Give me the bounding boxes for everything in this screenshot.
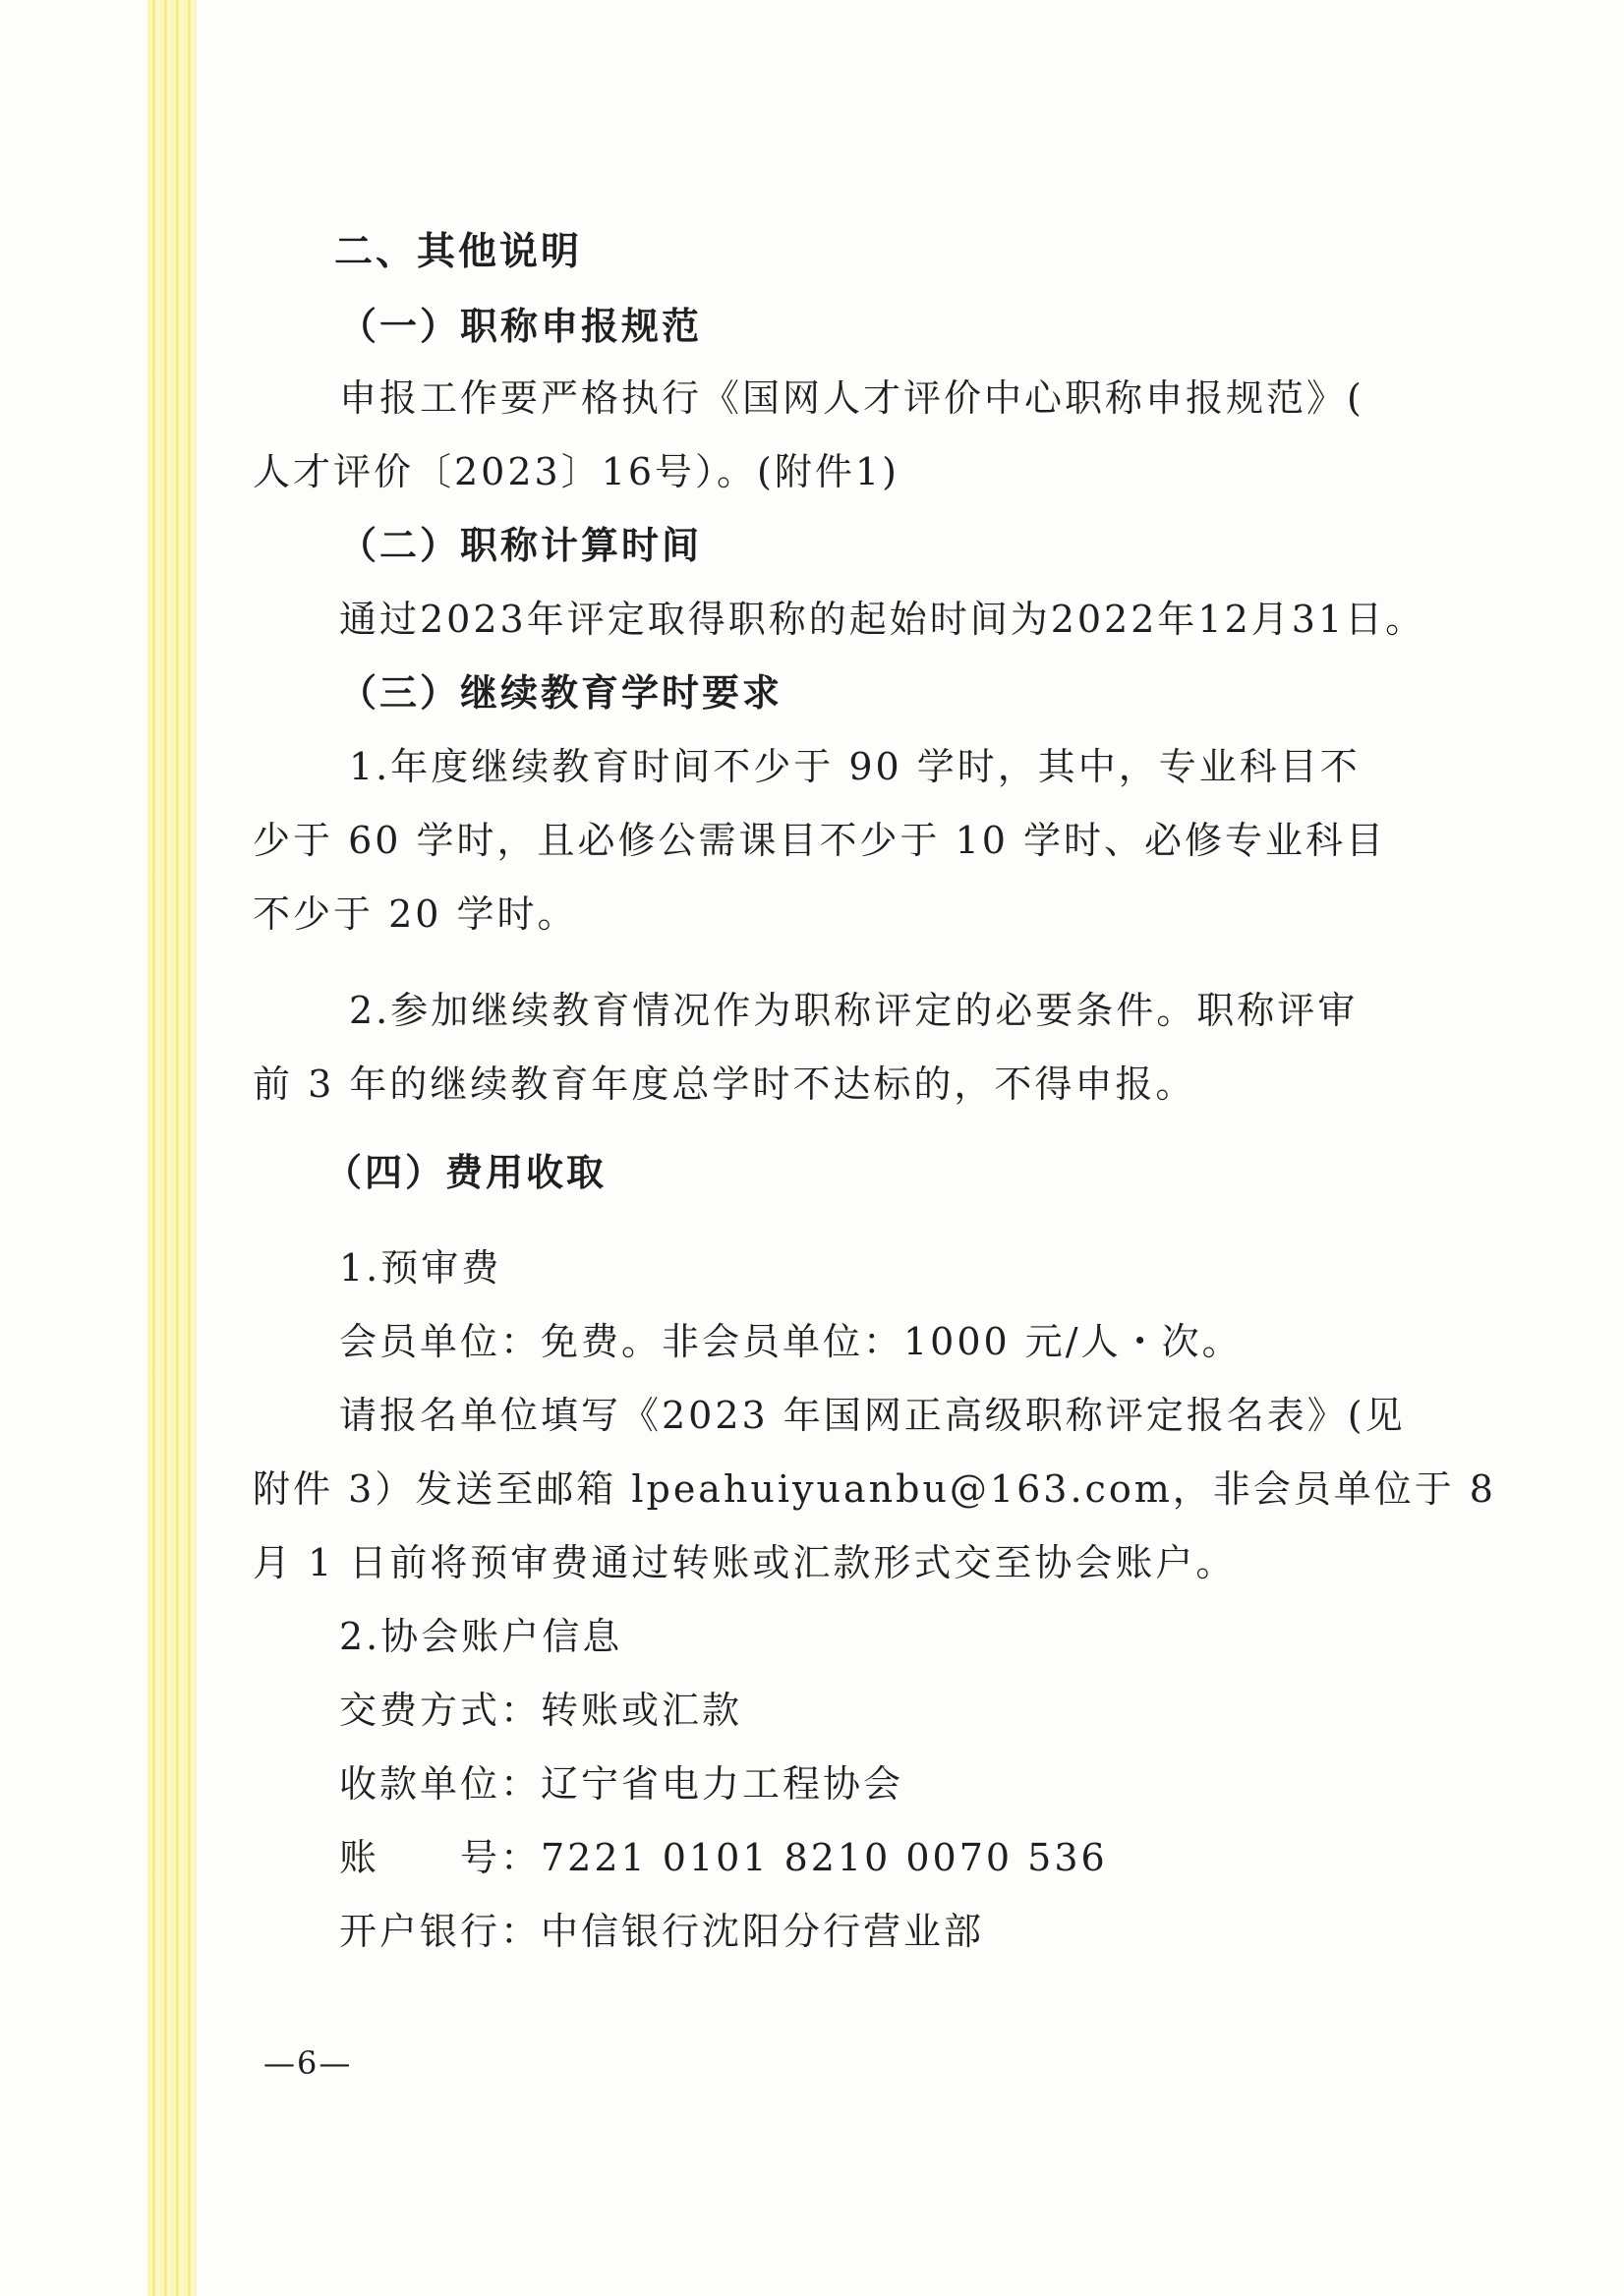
subsection-heading-4: （四）费用收取 [324,1151,608,1194]
paragraph-line: 申报工作要严格执行《国网人才评价中心职称申报规范》( [339,376,1364,420]
list-item-title: 1.预审费 [339,1246,502,1290]
paragraph-line: 请报名单位填写《2023 年国网正高级职称评定报名表》(见 [339,1394,1406,1437]
list-item-title: 2.协会账户信息 [339,1615,623,1658]
paragraph-line: 会员单位：免费。非会员单位：1000 元/人・次。 [339,1320,1243,1363]
section-title: 二、其他说明 [334,230,583,274]
account-payee: 收款单位：辽宁省电力工程协会 [339,1762,904,1806]
paragraph-line: 月 1 日前将预审费通过转账或汇款形式交至协会账户。 [253,1541,1237,1584]
binding-margin-strip [147,0,197,2296]
paragraph-line: 附件 3）发送至邮箱 lpeahuiyuanbu@163.com，非会员单位于 8 [253,1467,1496,1511]
subsection-heading-3: （三）继续教育学时要求 [339,671,783,715]
account-bank: 开户银行：中信银行沈阳分行营业部 [339,1910,985,1953]
account-number: 账 号：7221 0101 8210 0070 536 [339,1836,1108,1879]
subsection-heading-1: （一）职称申报规范 [339,305,703,348]
paragraph-line: 人才评价〔2023〕16号）。(附件1) [253,450,899,493]
page-number: —6— [263,2044,353,2082]
paragraph-line: 少于 60 学时，且必修公需课目不少于 10 学时、必修专业科目 [253,819,1387,862]
account-method: 交费方式：转账或汇款 [339,1689,743,1732]
paragraph-line: 2.参加继续教育情况作为职称评定的必要条件。职称评审 [349,989,1359,1032]
paragraph-line: 前 3 年的继续教育年度总学时不达标的，不得申报。 [253,1062,1196,1106]
paragraph-line: 通过2023年评定取得职称的起始时间为2022年12月31日。 [339,598,1426,641]
paragraph-line: 不少于 20 学时。 [253,892,578,936]
paragraph-line: 1.年度继续教育时间不少于 90 学时，其中，专业科目不 [349,745,1361,788]
subsection-heading-2: （二）职称计算时间 [339,524,703,567]
